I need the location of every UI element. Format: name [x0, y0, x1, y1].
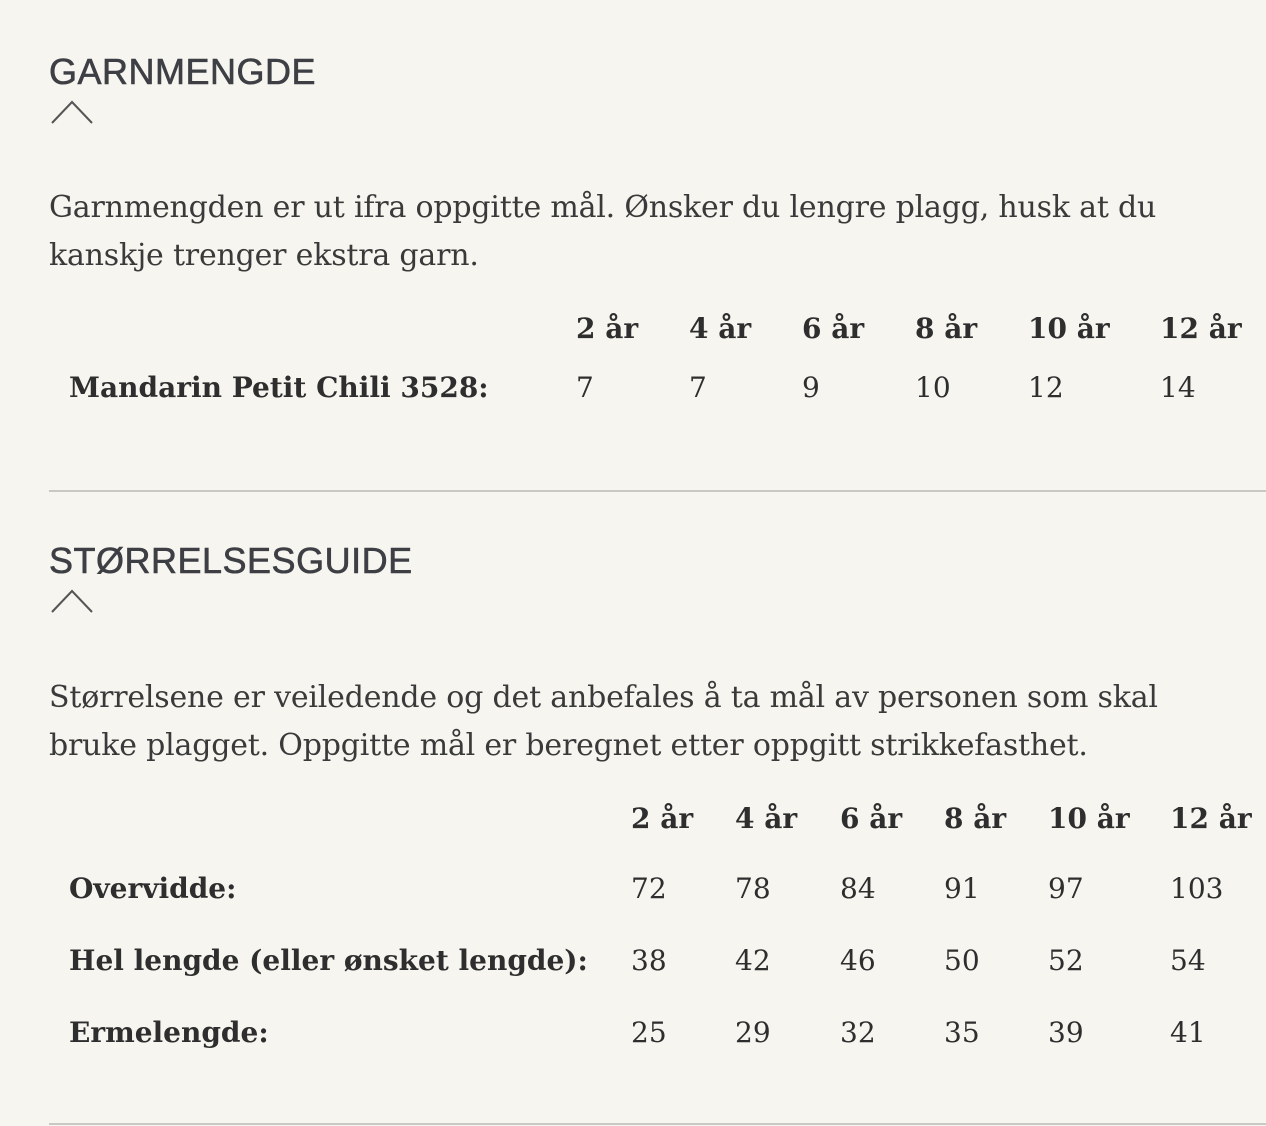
table-cell: 103 — [1170, 871, 1224, 905]
size-col-header: 8 år — [944, 802, 1007, 835]
yarn-col-header: 4 år — [689, 312, 752, 345]
table-row — [69, 924, 1260, 996]
table-cell: 54 — [1170, 943, 1206, 977]
table-row — [69, 996, 1260, 1068]
table-cell: 12 — [1028, 370, 1064, 404]
table-row — [69, 362, 1250, 412]
size-col-header: 12 år — [1170, 802, 1252, 835]
yarn-table — [69, 312, 1250, 412]
size-section — [49, 541, 1266, 615]
yarn-description: Garnmengden er ut ifra oppgitte mål. Ønsker du lengre plagg, husk at du kanskje trenger ekstra garn. — [49, 190, 1157, 273]
size-col-header: 10 år — [1048, 802, 1130, 835]
table-cell: 72 — [631, 871, 667, 905]
chevron-up-icon[interactable] — [49, 98, 95, 126]
size-col-header: 6 år — [840, 802, 903, 835]
yarn-header-row — [69, 312, 1250, 362]
row-label: Hel lengde (eller ønsket lengde): — [69, 943, 588, 977]
yarn-section — [49, 52, 1266, 126]
table-cell: 38 — [631, 943, 667, 977]
table-cell: 46 — [840, 943, 876, 977]
row-label: Ermelengde: — [69, 1015, 269, 1049]
table-cell: 10 — [915, 370, 951, 404]
table-cell: 42 — [735, 943, 771, 977]
table-cell: 7 — [576, 370, 594, 404]
row-label: Mandarin Petit Chili 3528: — [69, 370, 489, 404]
row-label: Overvidde: — [69, 871, 237, 905]
size-table — [69, 802, 1260, 1068]
table-cell: 14 — [1160, 370, 1196, 404]
table-cell: 25 — [631, 1015, 667, 1049]
table-cell: 29 — [735, 1015, 771, 1049]
table-cell: 52 — [1048, 943, 1084, 977]
table-cell: 84 — [840, 871, 876, 905]
yarn-col-header: 6 år — [802, 312, 865, 345]
table-cell: 50 — [944, 943, 980, 977]
table-cell: 35 — [944, 1015, 980, 1049]
yarn-col-header: 8 år — [915, 312, 978, 345]
section-divider — [49, 1123, 1266, 1125]
yarn-header-empty — [69, 312, 576, 362]
size-col-header: 4 år — [735, 802, 798, 835]
table-cell: 41 — [1170, 1015, 1206, 1049]
size-header-row — [69, 802, 1260, 852]
table-cell: 78 — [735, 871, 771, 905]
size-header-empty — [69, 802, 631, 852]
table-cell: 97 — [1048, 871, 1084, 905]
size-description: Størrelsene er veiledende og det anbefales å ta mål av personen som skal bruke plagget. Oppgitte mål er beregnet etter oppgitt strikkefasthet. — [49, 680, 1158, 763]
yarn-col-header: 10 år — [1028, 312, 1110, 345]
table-cell: 91 — [944, 871, 980, 905]
yarn-heading[interactable]: GARNMENGDE — [49, 51, 317, 92]
table-cell: 9 — [802, 370, 820, 404]
yarn-col-header: 2 år — [576, 312, 639, 345]
section-divider — [49, 490, 1266, 492]
table-row — [69, 852, 1260, 924]
size-col-header: 2 år — [631, 802, 694, 835]
table-cell: 39 — [1048, 1015, 1084, 1049]
table-cell: 32 — [840, 1015, 876, 1049]
yarn-col-header: 12 år — [1160, 312, 1242, 345]
chevron-up-icon[interactable] — [49, 587, 95, 615]
table-cell: 7 — [689, 370, 707, 404]
size-heading[interactable]: STØRRELSESGUIDE — [49, 540, 413, 581]
